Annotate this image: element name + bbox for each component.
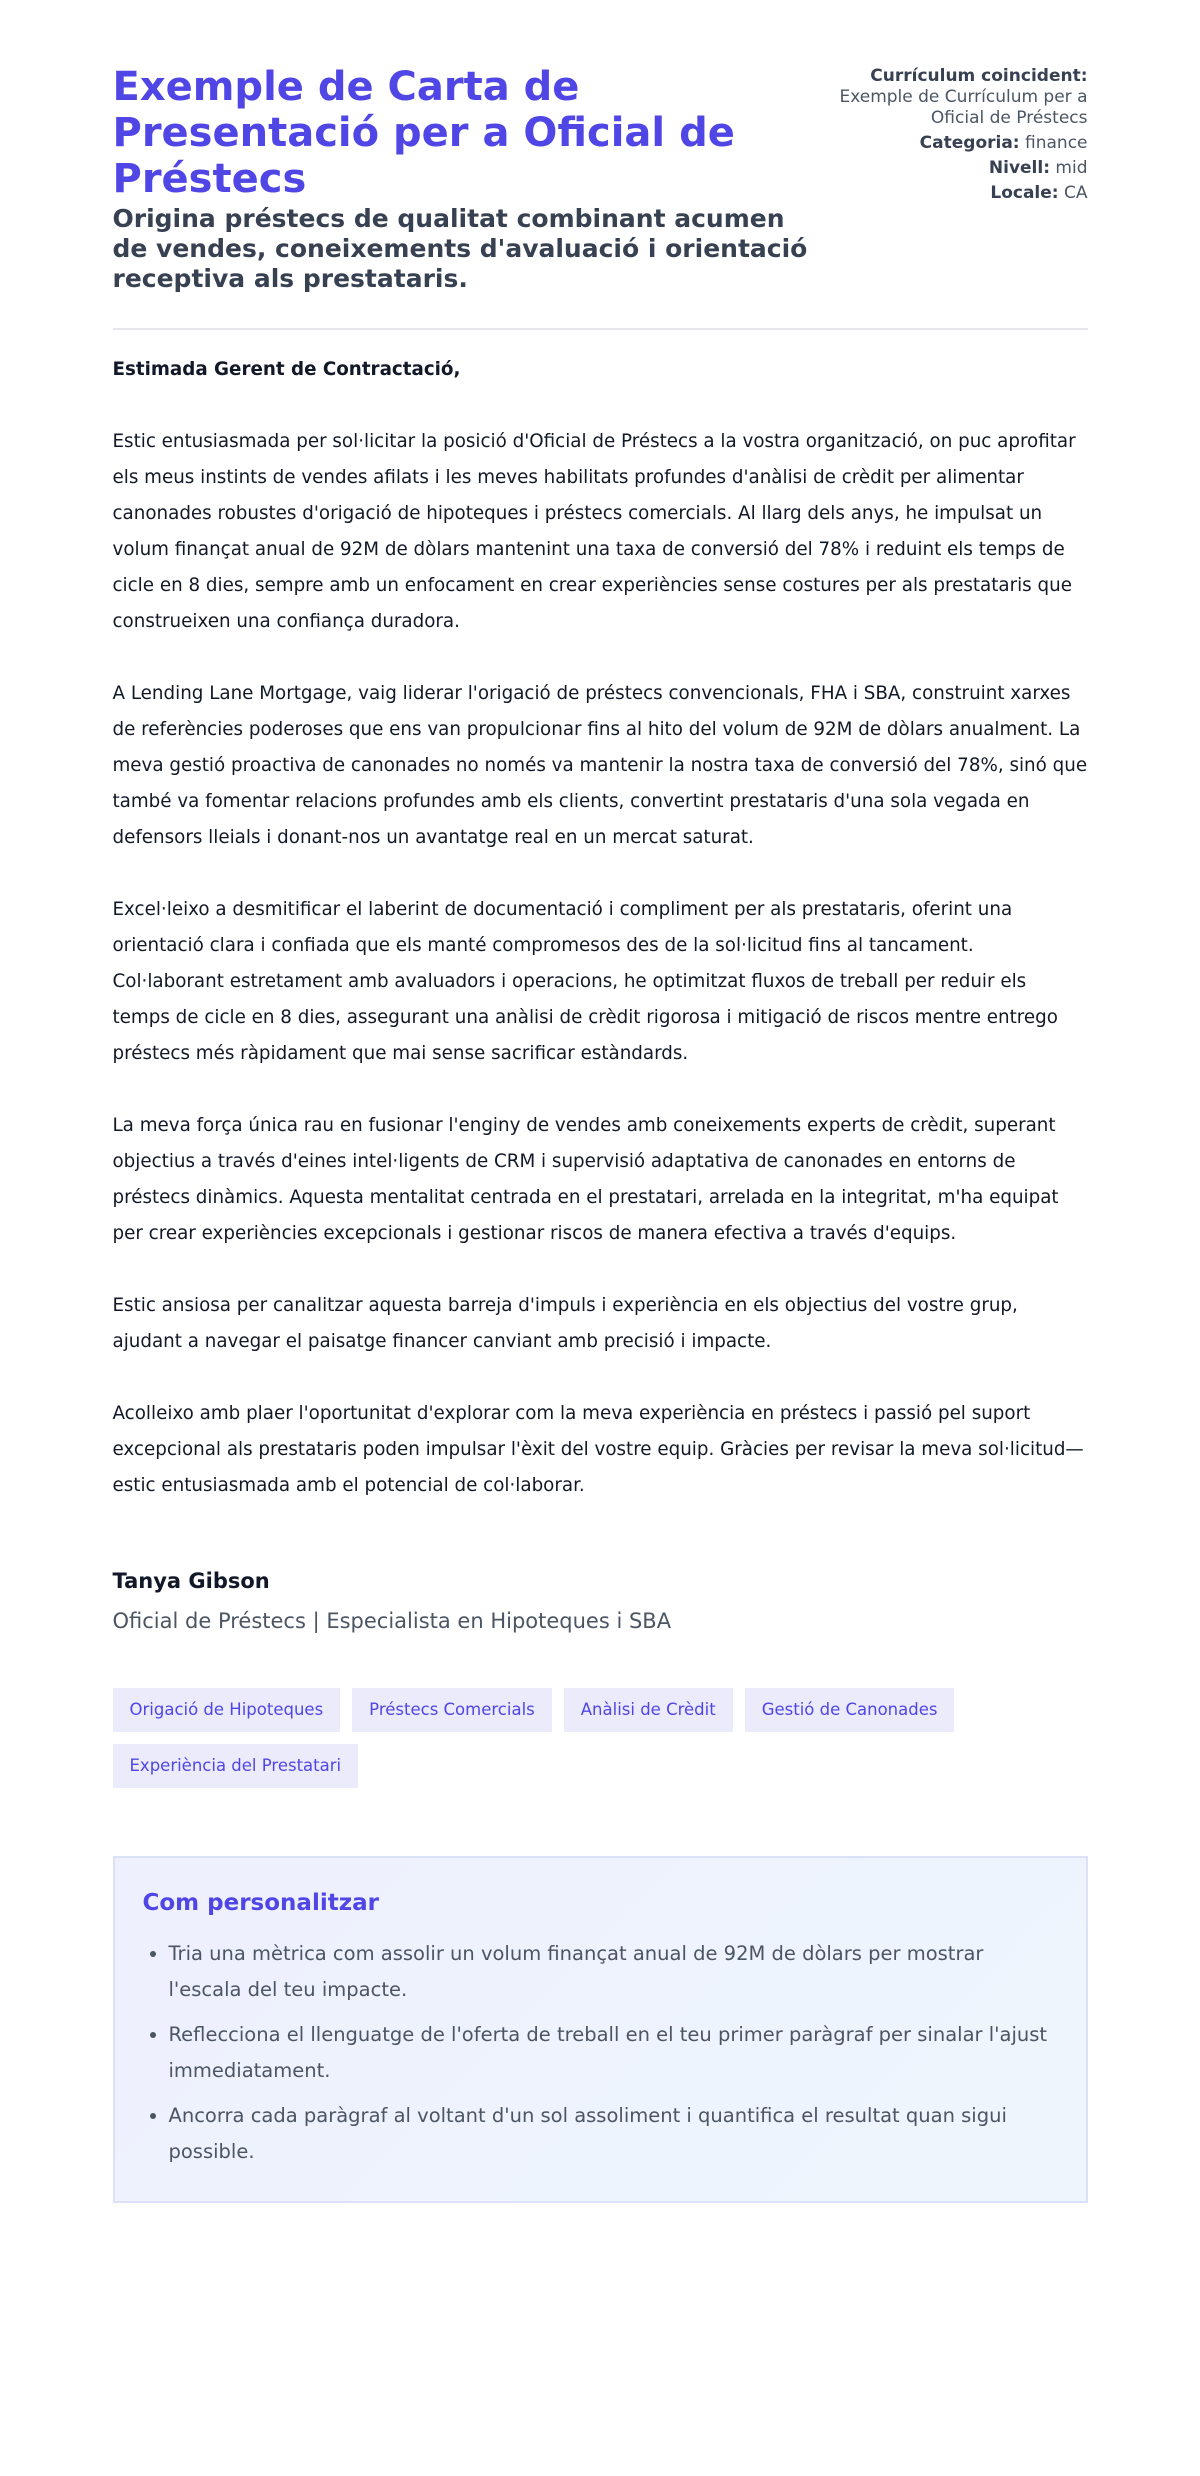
meta-level-label: Nivell: [988, 158, 1051, 178]
paragraph: Acolleixo amb plaer l'oportunitat d'explorar com la meva experiència en préstecs i passió pel suport excepcional als prestataris poden impulsar l'èxit del vostre equip. Gràcies per revisar la meva sol·licitud—estic entusiasmada amb el potencial de col·laborar. [112, 1403, 1084, 1496]
page-title: Exemple de Carta de Presentació per a Oficial de Préstecs [112, 64, 735, 202]
skill-tag: Origació de Hipoteques [113, 1688, 341, 1732]
meta-level-value: mid [1055, 158, 1088, 178]
meta-category [828, 133, 1088, 154]
skill-tag: Anàlisi de Crèdit [564, 1688, 733, 1732]
skill-tags [113, 1688, 1013, 1788]
meta-resume-label: Currículum coincident: [870, 66, 1088, 86]
meta-locale [828, 183, 1088, 204]
paragraph: A Lending Lane Mortgage, vaig liderar l'origació de préstecs convencionals, FHA i SBA, construint xarxes de referències poderoses que ens van propulcionar fins al hito del volum de 92M de dòlars anualment. La meva gestió proactiva de canonades no només va mantenir la nostra taxa de conversió del 78%, sinó que també va fomentar relacions profundes amb els clients, convertint prestataris d'una sola vegada en defensors lleials i donant-nos un avantatge real en un mercat saturat. [112, 683, 1088, 848]
meta-locale-label: Locale: [990, 183, 1059, 203]
paragraph: Estic entusiasmada per sol·licitar la posició d'Oficial de Préstecs a la vostra organització, on puc aprofitar els meus instints de vendes afilats i les meves habilitats profundes d'anàlisi de crèdit per alimentar canonades robustes d'origació de hipoteques i préstecs comercials. Al llarg dels anys, he impulsat un volum finançat anual de 92M de dòlars mantenint una taxa de conversió del 78% i reduint els temps de cicle en 8 dies, sempre amb un enfocament en crear experiències sense costures per als prestataris que construeixen una confiança duradora. [112, 431, 1076, 632]
paragraph: Estic ansiosa per canalitzar aquesta barreja d'impuls i experiència en els objectius del vostre grup, ajudant a navegar el paisatge financer canviant amb precisió i impacte. [112, 1295, 1018, 1352]
tips-list [143, 1936, 1058, 2170]
skill-tag: Préstecs Comercials [352, 1688, 552, 1732]
paragraph: La meva força única rau en fusionar l'enginy de vendes amb coneixements experts de crèdit, superant objectius a través d'eines intel·ligents de CRM i supervisió adaptativa de canonades en entorns de préstecs dinàmics. Aquesta mentalitat centrada en el prestatari, arrelada en la integritat, m'ha equipat per crear experiències excepcionals i gestionar riscos de manera efectiva a través d'equips. [112, 1115, 1059, 1244]
tips-title: Com personalitzar [142, 1890, 379, 1916]
page-subtitle: Origina préstecs de qualitat combinant acumen de vendes, coneixements d'avaluació i orientació receptiva als prestataris. [112, 204, 808, 293]
tip-item: • Ancorra cada paràgraf al voltant d'un sol assoliment i quantifica el resultat quan sigui possible. [169, 2098, 1058, 2170]
paragraph: Excel·leixo a desmitificar el laberint de documentació i compliment per als prestataris, oferint una orientació clara i confiada que els manté compromesos des de la sol·licitud fins al tancament. Col·laborant estretament amb avaluadors i operacions, he optimitzat fluxos de treball per reduir els temps de cicle en 8 dies, assegurant una anàlisi de crèdit rigorosa i mitigació de riscos mentre entrego préstecs més ràpidament que mai sense sacrificar estàndards. [112, 899, 1058, 1064]
letter-body [113, 352, 1088, 1504]
skill-tag: Experiència del Prestatari [113, 1744, 359, 1788]
meta-locale-value: CA [1064, 183, 1088, 203]
signature-title: Oficial de Préstecs | Especialista en Hipoteques i SBA [112, 1609, 672, 1633]
meta-resume [828, 66, 1088, 129]
meta-panel [828, 66, 1088, 208]
greeting: Estimada Gerent de Contractació, [112, 359, 461, 380]
meta-level [828, 158, 1088, 179]
meta-category-value: finance [1025, 133, 1088, 153]
tip-item: • Tria una mètrica com assolir un volum finançat anual de 92M de dòlars per mostrar l'escala del teu impacte. [169, 1936, 1058, 2008]
tip-item: • Reflecciona el llenguatge de l'oferta de treball en el teu primer paràgraf per sinalar l'ajust immediatament. [169, 2017, 1058, 2089]
meta-category-label: Categoria: [919, 133, 1020, 153]
divider [113, 328, 1088, 330]
skill-tag: Gestió de Canonades [745, 1688, 955, 1732]
cover-letter-page [113, 0, 1088, 2293]
meta-resume-value[interactable]: Exemple de Currículum per a Oficial de Préstecs [839, 87, 1088, 128]
customize-tips-box [113, 1856, 1088, 2203]
signature-name: Tanya Gibson [112, 1569, 270, 1593]
page-header [113, 64, 1088, 294]
